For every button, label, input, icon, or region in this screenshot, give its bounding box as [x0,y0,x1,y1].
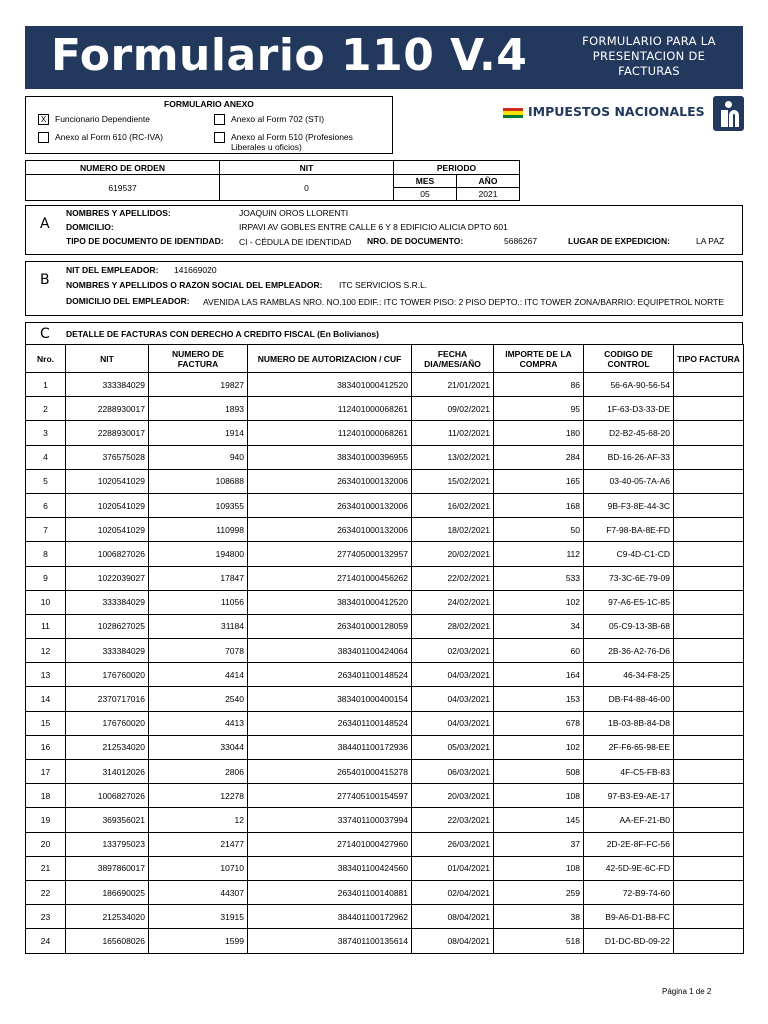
orden-table [25,160,520,201]
cell-fecha: 04/03/2021 [412,663,494,687]
nit-empleador-label: NIT DEL EMPLEADOR: [66,265,159,275]
cell-codigo: C9-4D-C1-CD [584,542,674,566]
facturas-table [25,344,744,954]
cell-nit: 212534020 [66,905,149,929]
checkbox-form702[interactable] [214,114,324,125]
table-row [26,373,744,397]
cell-tipo [674,760,744,784]
checkbox-form610[interactable] [38,132,163,143]
cell-nit: 133795023 [66,832,149,856]
cell-codigo: D2-B2-45-68-20 [584,421,674,445]
cell-codigo: 2F-F6-65-98-EE [584,735,674,759]
cell-tipo [674,397,744,421]
cell-fecha: 09/02/2021 [412,397,494,421]
in-logo-icon [713,96,744,131]
col-autorizacion-header: NUMERO DE AUTORIZACION / CUF [248,345,412,373]
nro-doc-value: 5686267 [504,236,538,246]
cell-importe: 95 [494,397,584,421]
cell-nro: 16 [26,735,66,759]
cell-nit: 176760020 [66,663,149,687]
cell-nit: 186690025 [66,880,149,904]
cell-factura: 33044 [149,735,248,759]
cell-factura: 12278 [149,784,248,808]
cell-importe: 108 [494,784,584,808]
orden-periodo-header: PERIODO [394,161,520,175]
cell-nit: 176760020 [66,711,149,735]
domicilio-empleador-label: DOMICILIO DEL EMPLEADOR: [66,296,190,306]
lugar-label: LUGAR DE EXPEDICION: [568,236,671,246]
table-row [26,808,744,832]
cell-importe: 518 [494,929,584,953]
cell-factura: 11056 [149,590,248,614]
table-row [26,614,744,638]
cell-fecha: 20/02/2021 [412,542,494,566]
cell-nro: 19 [26,808,66,832]
cell-nit: 376575028 [66,445,149,469]
cell-nro: 22 [26,880,66,904]
cell-fecha: 05/03/2021 [412,735,494,759]
table-row [26,687,744,711]
domicilio-value: IRPAVI AV GOBLES ENTRE CALLE 6 Y 8 EDIFICIO ALICIA DPTO 601 [239,222,508,232]
cell-codigo: B9-A6-D1-B8-FC [584,905,674,929]
section-b-letter: B [40,272,50,288]
cell-factura: 109355 [149,493,248,517]
cell-tipo [674,832,744,856]
cell-codigo: AA-EF-21-B0 [584,808,674,832]
orden-nit-value: 0 [220,175,394,201]
cell-nit: 333384029 [66,639,149,663]
table-row [26,518,744,542]
cell-importe: 259 [494,880,584,904]
cell-codigo: 1B-03-8B-84-D8 [584,711,674,735]
cell-codigo: 05-C9-13-3B-68 [584,614,674,638]
cell-tipo [674,542,744,566]
cell-nit: 314012026 [66,760,149,784]
cell-nro: 11 [26,614,66,638]
cell-nit: 1006827026 [66,542,149,566]
cell-factura: 21477 [149,832,248,856]
cell-factura: 1893 [149,397,248,421]
nombres-value: JOAQUIN OROS LLORENTI [239,208,349,218]
cell-autorizacion: 383401000396955 [248,445,412,469]
cell-factura: 10710 [149,856,248,880]
cell-importe: 145 [494,808,584,832]
razon-social-value: ITC SERVICIOS S.R.L. [339,280,428,290]
cell-nit: 3897860017 [66,856,149,880]
cell-importe: 37 [494,832,584,856]
checkbox-form610-box[interactable] [38,132,49,143]
cell-nro: 8 [26,542,66,566]
cell-fecha: 11/02/2021 [412,421,494,445]
cell-nro: 5 [26,469,66,493]
cell-importe: 533 [494,566,584,590]
section-c-title: DETALLE DE FACTURAS CON DERECHO A CREDITO FISCAL (En Bolivianos) [66,329,379,339]
cell-tipo [674,566,744,590]
cell-nro: 18 [26,784,66,808]
cell-tipo [674,880,744,904]
checkbox-form702-label: Anexo al Form 702 (STI) [231,114,325,124]
cell-nit: 2370717016 [66,687,149,711]
nombres-label: NOMBRES Y APELLIDOS: [66,208,171,218]
cell-codigo: BD-16-26-AF-33 [584,445,674,469]
cell-codigo: 2B-36-A2-76-D6 [584,639,674,663]
cell-factura: 1914 [149,421,248,445]
cell-fecha: 04/03/2021 [412,687,494,711]
cell-importe: 34 [494,614,584,638]
cell-autorizacion: 265401000415278 [248,760,412,784]
cell-importe: 102 [494,735,584,759]
table-row [26,566,744,590]
table-row [26,445,744,469]
cell-importe: 60 [494,639,584,663]
cell-autorizacion: 263401100148524 [248,663,412,687]
cell-tipo [674,373,744,397]
cell-autorizacion: 112401000068261 [248,397,412,421]
orden-mes-value: 05 [394,188,457,201]
cell-factura: 31915 [149,905,248,929]
cell-codigo: DB-F4-88-46-00 [584,687,674,711]
cell-importe: 112 [494,542,584,566]
cell-tipo [674,614,744,638]
cell-tipo [674,663,744,687]
cell-factura: 2806 [149,760,248,784]
form-header [25,26,743,89]
cell-autorizacion: 383401100424560 [248,856,412,880]
cell-autorizacion: 263401100148524 [248,711,412,735]
col-factura-header: NUMERO DE FACTURA [149,345,248,373]
cell-nro: 17 [26,760,66,784]
col-tipo-header: TIPO FACTURA [674,345,744,373]
cell-autorizacion: 277405100154597 [248,784,412,808]
checkbox-funcionario-box[interactable]: X [38,114,49,125]
cell-tipo [674,469,744,493]
cell-nit: 2288930017 [66,397,149,421]
cell-nro: 9 [26,566,66,590]
razon-social-label: NOMBRES Y APELLIDOS O RAZON SOCIAL DEL EMPLEADOR: [66,280,323,290]
cell-fecha: 26/03/2021 [412,832,494,856]
cell-importe: 153 [494,687,584,711]
cell-codigo: 46-34-F8-25 [584,663,674,687]
cell-factura: 1599 [149,929,248,953]
form-subtitle: FORMULARIO PARA LA PRESENTACION DE FACTURAS [582,34,716,78]
cell-factura: 19827 [149,373,248,397]
cell-nro: 3 [26,421,66,445]
cell-autorizacion: 271401000456262 [248,566,412,590]
section-c-letter: C [40,326,50,342]
table-row [26,639,744,663]
checkbox-funcionario-label: Funcionario Dependiente [55,114,150,124]
cell-nro: 14 [26,687,66,711]
cell-nit: 333384029 [66,373,149,397]
lugar-value: LA PAZ [696,236,725,246]
cell-autorizacion: 384401100172962 [248,905,412,929]
logo-text: IMPUESTOS NACIONALES [528,104,705,119]
cell-importe: 180 [494,421,584,445]
cell-tipo [674,590,744,614]
cell-autorizacion: 263401000128059 [248,614,412,638]
cell-importe: 168 [494,493,584,517]
cell-nro: 23 [26,905,66,929]
cell-importe: 165 [494,469,584,493]
cell-factura: 108688 [149,469,248,493]
cell-codigo: 2D-2E-8F-FC-56 [584,832,674,856]
cell-factura: 4414 [149,663,248,687]
cell-nit: 1028627025 [66,614,149,638]
orden-nit-header: NIT [220,161,394,175]
cell-nro: 13 [26,663,66,687]
cell-importe: 50 [494,518,584,542]
anexo-title: FORMULARIO ANEXO [164,99,254,109]
cell-fecha: 01/04/2021 [412,856,494,880]
cell-nro: 21 [26,856,66,880]
cell-nro: 15 [26,711,66,735]
orden-anio-header: AÑO [457,175,520,188]
cell-fecha: 15/02/2021 [412,469,494,493]
col-nro-header: Nro. [26,345,66,373]
cell-autorizacion: 112401000068261 [248,421,412,445]
orden-numero-header: NUMERO DE ORDEN [26,161,220,175]
cell-importe: 102 [494,590,584,614]
checkbox-form510-label: Anexo al Form 510 (Profesiones Liberales u oficios) [231,132,353,152]
cell-nro: 12 [26,639,66,663]
cell-codigo: 03-40-05-7A-A6 [584,469,674,493]
cell-importe: 508 [494,760,584,784]
cell-autorizacion: 384401100172936 [248,735,412,759]
cell-autorizacion: 383401000412520 [248,590,412,614]
cell-nro: 1 [26,373,66,397]
cell-tipo [674,784,744,808]
table-row [26,711,744,735]
cell-fecha: 04/03/2021 [412,711,494,735]
orden-numero-value: 619537 [26,175,220,201]
orden-mes-header: MES [394,175,457,188]
cell-factura: 44307 [149,880,248,904]
cell-tipo [674,421,744,445]
cell-fecha: 02/04/2021 [412,880,494,904]
table-row [26,397,744,421]
cell-nit: 212534020 [66,735,149,759]
anexo-box [25,96,393,154]
bolivia-flag-icon [503,108,523,118]
cell-tipo [674,735,744,759]
col-importe-header: IMPORTE DE LA COMPRA [494,345,584,373]
cell-autorizacion: 383401000400154 [248,687,412,711]
cell-factura: 110998 [149,518,248,542]
table-row [26,856,744,880]
cell-nit: 1006827026 [66,784,149,808]
cell-importe: 108 [494,856,584,880]
checkbox-form510-box[interactable] [214,132,225,143]
cell-nit: 1020541029 [66,518,149,542]
checkbox-form702-box[interactable] [214,114,225,125]
cell-importe: 164 [494,663,584,687]
section-b [25,261,743,316]
col-codigo-header: CODIGO DE CONTROL [584,345,674,373]
tipo-doc-label: TIPO DE DOCUMENTO DE IDENTIDAD: [66,236,224,246]
table-row [26,784,744,808]
cell-codigo: 4F-C5-FB-83 [584,760,674,784]
cell-tipo [674,493,744,517]
cell-fecha: 18/02/2021 [412,518,494,542]
cell-nit: 333384029 [66,590,149,614]
cell-fecha: 28/02/2021 [412,614,494,638]
tipo-doc-value: CI - CÉDULA DE IDENTIDAD [239,237,352,247]
cell-tipo [674,518,744,542]
cell-codigo: 9B-F3-8E-44-3C [584,493,674,517]
cell-codigo: 56-6A-90-56-54 [584,373,674,397]
cell-codigo: 97-A6-E5-1C-85 [584,590,674,614]
cell-nro: 24 [26,929,66,953]
cell-codigo: 72-B9-74-60 [584,880,674,904]
cell-autorizacion: 383401100424064 [248,639,412,663]
orden-anio-value: 2021 [457,188,520,201]
cell-nit: 2288930017 [66,421,149,445]
cell-tipo [674,711,744,735]
cell-importe: 284 [494,445,584,469]
cell-nro: 7 [26,518,66,542]
table-row [26,735,744,759]
table-row [26,590,744,614]
section-a-letter: A [40,216,50,232]
cell-fecha: 22/03/2021 [412,808,494,832]
cell-autorizacion: 263401000132006 [248,493,412,517]
cell-autorizacion: 263401000132006 [248,469,412,493]
table-row [26,469,744,493]
checkbox-form610-label: Anexo al Form 610 (RC-IVA) [55,132,164,142]
form-title: Formulario 110 V.4 [51,30,528,81]
cell-tipo [674,808,744,832]
cell-codigo: 73-3C-6E-79-09 [584,566,674,590]
cell-nit: 369356021 [66,808,149,832]
cell-nro: 6 [26,493,66,517]
domicilio-label: DOMICILIO: [66,222,114,232]
cell-codigo: F7-98-BA-8E-FD [584,518,674,542]
cell-nro: 2 [26,397,66,421]
cell-autorizacion: 263401100140881 [248,880,412,904]
cell-factura: 940 [149,445,248,469]
cell-tipo [674,929,744,953]
cell-importe: 38 [494,905,584,929]
col-nit-header: NIT [66,345,149,373]
cell-fecha: 20/03/2021 [412,784,494,808]
cell-codigo: 97-B3-E9-AE-17 [584,784,674,808]
cell-factura: 31184 [149,614,248,638]
cell-factura: 7078 [149,639,248,663]
cell-tipo [674,445,744,469]
cell-nit: 1020541029 [66,469,149,493]
cell-factura: 2540 [149,687,248,711]
cell-importe: 86 [494,373,584,397]
cell-autorizacion: 383401000412520 [248,373,412,397]
table-row [26,905,744,929]
cell-nit: 1022039027 [66,566,149,590]
cell-autorizacion: 337401100037994 [248,808,412,832]
cell-autorizacion: 387401100135614 [248,929,412,953]
table-row [26,663,744,687]
cell-nro: 10 [26,590,66,614]
cell-tipo [674,639,744,663]
cell-codigo: 42-5D-9E-6C-FD [584,856,674,880]
cell-factura: 194800 [149,542,248,566]
cell-nit: 1020541029 [66,493,149,517]
cell-fecha: 22/02/2021 [412,566,494,590]
table-row [26,493,744,517]
cell-fecha: 02/03/2021 [412,639,494,663]
section-c [25,322,743,344]
cell-factura: 17847 [149,566,248,590]
cell-nro: 20 [26,832,66,856]
cell-tipo [674,856,744,880]
cell-codigo: D1-DC-BD-09-22 [584,929,674,953]
cell-factura: 12 [149,808,248,832]
cell-nit: 165608026 [66,929,149,953]
cell-factura: 4413 [149,711,248,735]
table-row [26,542,744,566]
section-a [25,205,743,255]
cell-fecha: 08/04/2021 [412,905,494,929]
cell-importe: 678 [494,711,584,735]
domicilio-empleador-value: AVENIDA LAS RAMBLAS NRO. NO.100 EDIF.: ITC TOWER PISO: 2 PISO DEPTO.: ITC TOWER ZONA/BARRIO: EQUIPETROL NORTE [203,297,724,307]
table-row [26,760,744,784]
cell-fecha: 13/02/2021 [412,445,494,469]
cell-tipo [674,687,744,711]
col-fecha-header: FECHA DIA/MES/AÑO [412,345,494,373]
table-row [26,421,744,445]
cell-tipo [674,905,744,929]
page-number: Página 1 de 2 [662,987,712,996]
checkbox-funcionario[interactable] [38,114,150,125]
cell-fecha: 21/01/2021 [412,373,494,397]
cell-fecha: 16/02/2021 [412,493,494,517]
table-row [26,832,744,856]
cell-fecha: 06/03/2021 [412,760,494,784]
cell-nro: 4 [26,445,66,469]
nit-empleador-value: 141669020 [174,265,217,275]
table-row [26,929,744,953]
cell-codigo: 1F-63-D3-33-DE [584,397,674,421]
cell-fecha: 08/04/2021 [412,929,494,953]
cell-autorizacion: 263401000132006 [248,518,412,542]
cell-autorizacion: 277405000132957 [248,542,412,566]
cell-autorizacion: 271401000427960 [248,832,412,856]
table-row [26,880,744,904]
impuestos-logo [500,96,746,132]
nro-doc-label: NRO. DE DOCUMENTO: [367,236,464,246]
table-header-row [26,345,744,373]
cell-fecha: 24/02/2021 [412,590,494,614]
checkbox-form510[interactable] [214,132,384,152]
